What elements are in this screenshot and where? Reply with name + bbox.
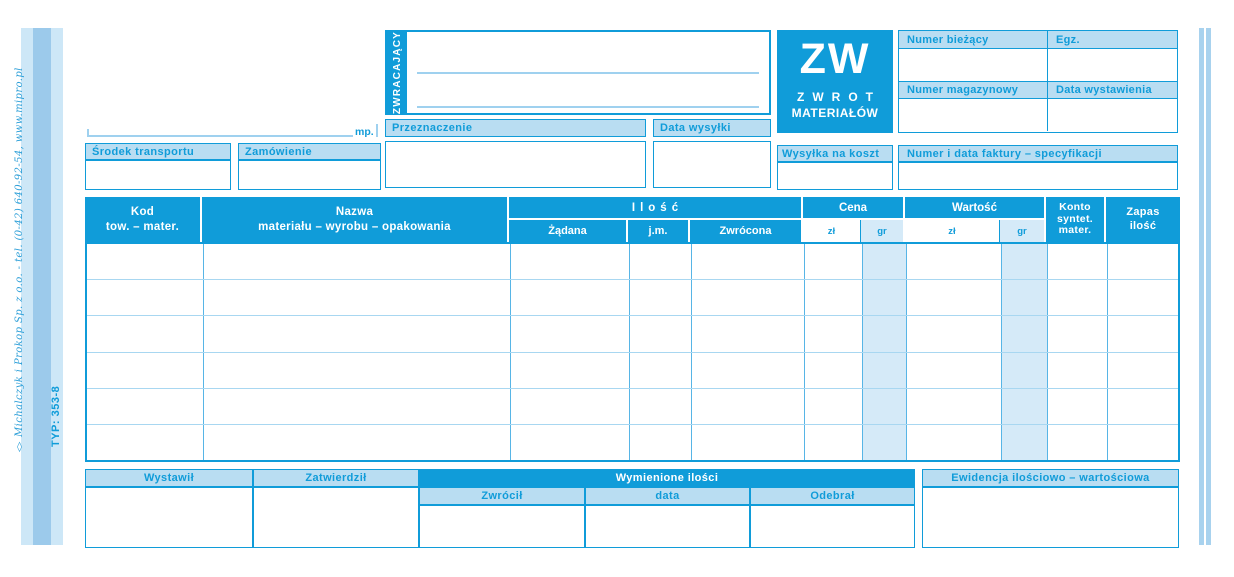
table-cell[interactable] bbox=[692, 425, 805, 460]
table-cell[interactable] bbox=[1048, 244, 1108, 279]
warehouse-number-header: Numer magazynowy bbox=[899, 82, 1048, 98]
table-row bbox=[87, 244, 1178, 280]
ship-date-header: Data wysyłki bbox=[653, 119, 771, 137]
table-cell[interactable] bbox=[907, 353, 1002, 388]
order-header: Zamówienie bbox=[238, 143, 381, 160]
stamp-line-tick-right bbox=[376, 124, 378, 137]
table-cell[interactable] bbox=[907, 316, 1002, 351]
col-header-name-line1: Nazwa bbox=[335, 206, 374, 219]
destination-header: Przeznaczenie bbox=[385, 119, 646, 137]
table-cell[interactable] bbox=[511, 316, 630, 351]
col-header-code bbox=[85, 197, 202, 242]
col-header-account-line2: syntet. bbox=[1057, 212, 1093, 225]
table-row bbox=[87, 389, 1178, 425]
table-cell[interactable] bbox=[907, 389, 1002, 424]
writing-line bbox=[417, 106, 759, 108]
shipping-cost-header: Wysyłka na koszt bbox=[777, 145, 893, 162]
table-row bbox=[87, 316, 1178, 352]
table-cell[interactable] bbox=[863, 316, 907, 351]
table-cell[interactable] bbox=[1048, 353, 1108, 388]
table-cell[interactable] bbox=[1002, 280, 1048, 315]
date-field[interactable] bbox=[585, 505, 750, 548]
table-cell[interactable] bbox=[204, 244, 511, 279]
right-stripe-1 bbox=[1199, 28, 1204, 545]
returning-party-label: ZWRACAJĄCY bbox=[391, 30, 403, 115]
col-header-unit: j.m. bbox=[628, 220, 690, 242]
invoice-spec-header: Numer i data faktury – specyfikacji bbox=[898, 145, 1178, 162]
table-row bbox=[87, 425, 1178, 460]
table-cell[interactable] bbox=[87, 244, 204, 279]
table-cell[interactable] bbox=[692, 244, 805, 279]
col-header-value-gr: gr bbox=[1000, 220, 1044, 242]
returned-by-field[interactable] bbox=[419, 505, 585, 548]
issue-date-header: Data wystawienia bbox=[1056, 83, 1152, 96]
table-cell[interactable] bbox=[1002, 389, 1048, 424]
current-number-field[interactable] bbox=[899, 49, 1048, 81]
col-header-stock bbox=[1106, 197, 1180, 242]
destination-field[interactable] bbox=[385, 141, 646, 188]
table-cell[interactable] bbox=[1108, 316, 1178, 351]
table-cell[interactable] bbox=[1048, 280, 1108, 315]
form-title-line1: ZWROT bbox=[797, 90, 881, 104]
issued-by-header: Wystawił bbox=[85, 469, 253, 487]
col-header-stock-line2: ilość bbox=[1129, 219, 1157, 232]
col-header-requested: Żądana bbox=[509, 220, 628, 242]
date-header: data bbox=[585, 487, 750, 505]
col-header-value-zl: zł bbox=[905, 220, 1000, 242]
col-header-code-line1: Kod bbox=[130, 206, 155, 219]
stamp-label: mp. bbox=[355, 126, 374, 138]
issue-date-field[interactable] bbox=[1048, 99, 1177, 132]
table-cell[interactable] bbox=[692, 316, 805, 351]
price-group-header: Cena bbox=[803, 197, 903, 220]
ship-date-field[interactable] bbox=[653, 141, 771, 188]
table-cell[interactable] bbox=[204, 316, 511, 351]
table-cell[interactable] bbox=[863, 280, 907, 315]
form-title-line2: MATERIAŁÓW bbox=[791, 106, 879, 120]
returning-party-field[interactable] bbox=[385, 30, 771, 115]
vendor-imprint-text: Michalczyk i Prokop Sp. z o.o. - tel. (0-42) 640-92-54, www.mipro.pl bbox=[14, 67, 25, 437]
table-cell[interactable] bbox=[630, 353, 692, 388]
table-cell[interactable] bbox=[692, 280, 805, 315]
table-cell[interactable] bbox=[630, 425, 692, 460]
right-stripe-2 bbox=[1206, 28, 1211, 545]
table-cell[interactable] bbox=[1002, 425, 1048, 460]
received-by-header: Odebrał bbox=[750, 487, 915, 505]
table-cell[interactable] bbox=[87, 425, 204, 460]
document-numbers-table bbox=[898, 30, 1178, 133]
items-table-header bbox=[85, 197, 1180, 242]
issued-by-field[interactable] bbox=[85, 487, 253, 548]
table-cell[interactable] bbox=[630, 316, 692, 351]
table-cell[interactable] bbox=[863, 244, 907, 279]
table-cell[interactable] bbox=[630, 244, 692, 279]
copy-header: Egz. bbox=[1056, 33, 1080, 46]
form-symbol: ZW bbox=[799, 35, 871, 83]
col-header-price-zl: zł bbox=[803, 220, 861, 242]
vendor-logo-icon: ◊ bbox=[14, 440, 25, 452]
table-cell[interactable] bbox=[863, 425, 907, 460]
table-cell[interactable] bbox=[87, 316, 204, 351]
transport-means-header: Środek transportu bbox=[85, 143, 231, 160]
table-cell[interactable] bbox=[805, 244, 863, 279]
copy-field[interactable] bbox=[1048, 49, 1177, 81]
table-cell[interactable] bbox=[1048, 316, 1108, 351]
col-header-returned: Zwrócona bbox=[719, 225, 772, 237]
table-cell[interactable] bbox=[805, 425, 863, 460]
approved-by-header: Zatwierdził bbox=[253, 469, 419, 487]
table-cell[interactable] bbox=[1108, 353, 1178, 388]
listed-quantities-header: Wymienione ilości bbox=[419, 469, 915, 487]
returning-party-label-strip bbox=[387, 32, 407, 113]
table-cell[interactable] bbox=[204, 389, 511, 424]
table-cell[interactable] bbox=[204, 425, 511, 460]
table-cell[interactable] bbox=[805, 316, 863, 351]
table-cell[interactable] bbox=[1108, 280, 1178, 315]
table-cell[interactable] bbox=[692, 389, 805, 424]
quantity-group-header: Ilość bbox=[509, 197, 801, 220]
table-cell[interactable] bbox=[87, 389, 204, 424]
value-group-header: Wartość bbox=[905, 197, 1044, 220]
table-cell[interactable] bbox=[630, 280, 692, 315]
writing-line bbox=[417, 72, 759, 74]
table-cell[interactable] bbox=[805, 389, 863, 424]
table-cell[interactable] bbox=[1048, 389, 1108, 424]
col-header-account-line3: mater. bbox=[1058, 224, 1092, 237]
left-stripe-inner bbox=[51, 28, 63, 545]
table-cell[interactable] bbox=[511, 389, 630, 424]
form-type-code: TYP: 353-8 bbox=[50, 385, 62, 447]
vendor-imprint bbox=[14, 67, 25, 452]
table-cell[interactable] bbox=[863, 353, 907, 388]
records-header: Ewidencja ilościowo – wartościowa bbox=[922, 469, 1179, 487]
table-cell[interactable] bbox=[907, 244, 1002, 279]
col-header-account-line1: Konto bbox=[1059, 201, 1091, 214]
form-symbol-block bbox=[777, 30, 893, 133]
table-cell[interactable] bbox=[511, 244, 630, 279]
table-cell[interactable] bbox=[511, 425, 630, 460]
col-header-name bbox=[202, 197, 509, 242]
col-group-quantity bbox=[509, 197, 803, 242]
table-cell[interactable] bbox=[630, 389, 692, 424]
table-cell[interactable] bbox=[1048, 425, 1108, 460]
table-cell[interactable] bbox=[805, 353, 863, 388]
col-header-name-line2: materiału – wyrobu – opakowania bbox=[258, 220, 451, 233]
table-row bbox=[87, 280, 1178, 316]
table-cell[interactable] bbox=[87, 353, 204, 388]
items-table-body bbox=[85, 242, 1180, 462]
transport-means-field[interactable] bbox=[85, 160, 231, 190]
stamp-line bbox=[87, 135, 353, 137]
table-cell[interactable] bbox=[692, 353, 805, 388]
table-cell[interactable] bbox=[1108, 244, 1178, 279]
table-cell[interactable] bbox=[511, 353, 630, 388]
table-cell[interactable] bbox=[907, 425, 1002, 460]
left-stripe-middle bbox=[33, 28, 51, 545]
col-header-code-line2: tow. – mater. bbox=[105, 220, 180, 233]
records-field[interactable] bbox=[922, 487, 1179, 548]
table-cell[interactable] bbox=[87, 280, 204, 315]
order-field[interactable] bbox=[238, 160, 381, 190]
warehouse-number-field[interactable] bbox=[899, 99, 1048, 132]
table-cell[interactable] bbox=[1108, 389, 1178, 424]
table-cell[interactable] bbox=[204, 280, 511, 315]
shipping-cost-field[interactable] bbox=[777, 162, 893, 190]
col-group-value bbox=[905, 197, 1046, 242]
stamp-line-tick-left bbox=[87, 129, 89, 137]
current-number-header: Numer bieżący bbox=[899, 31, 1048, 48]
table-cell[interactable] bbox=[511, 280, 630, 315]
approved-by-field[interactable] bbox=[253, 487, 419, 548]
table-row bbox=[87, 353, 1178, 389]
received-by-field[interactable] bbox=[750, 505, 915, 548]
table-cell[interactable] bbox=[863, 389, 907, 424]
table-cell[interactable] bbox=[1002, 353, 1048, 388]
col-header-stock-line1: Zapas bbox=[1126, 205, 1160, 218]
col-header-account bbox=[1046, 197, 1106, 242]
table-cell[interactable] bbox=[805, 280, 863, 315]
table-cell[interactable] bbox=[907, 280, 1002, 315]
table-cell[interactable] bbox=[1108, 425, 1178, 460]
col-group-price bbox=[803, 197, 905, 242]
table-cell[interactable] bbox=[1002, 316, 1048, 351]
table-cell[interactable] bbox=[1002, 244, 1048, 279]
col-header-price-gr: gr bbox=[861, 220, 903, 242]
returned-by-header: Zwrócił bbox=[419, 487, 585, 505]
table-cell[interactable] bbox=[204, 353, 511, 388]
invoice-spec-field[interactable] bbox=[898, 162, 1178, 190]
